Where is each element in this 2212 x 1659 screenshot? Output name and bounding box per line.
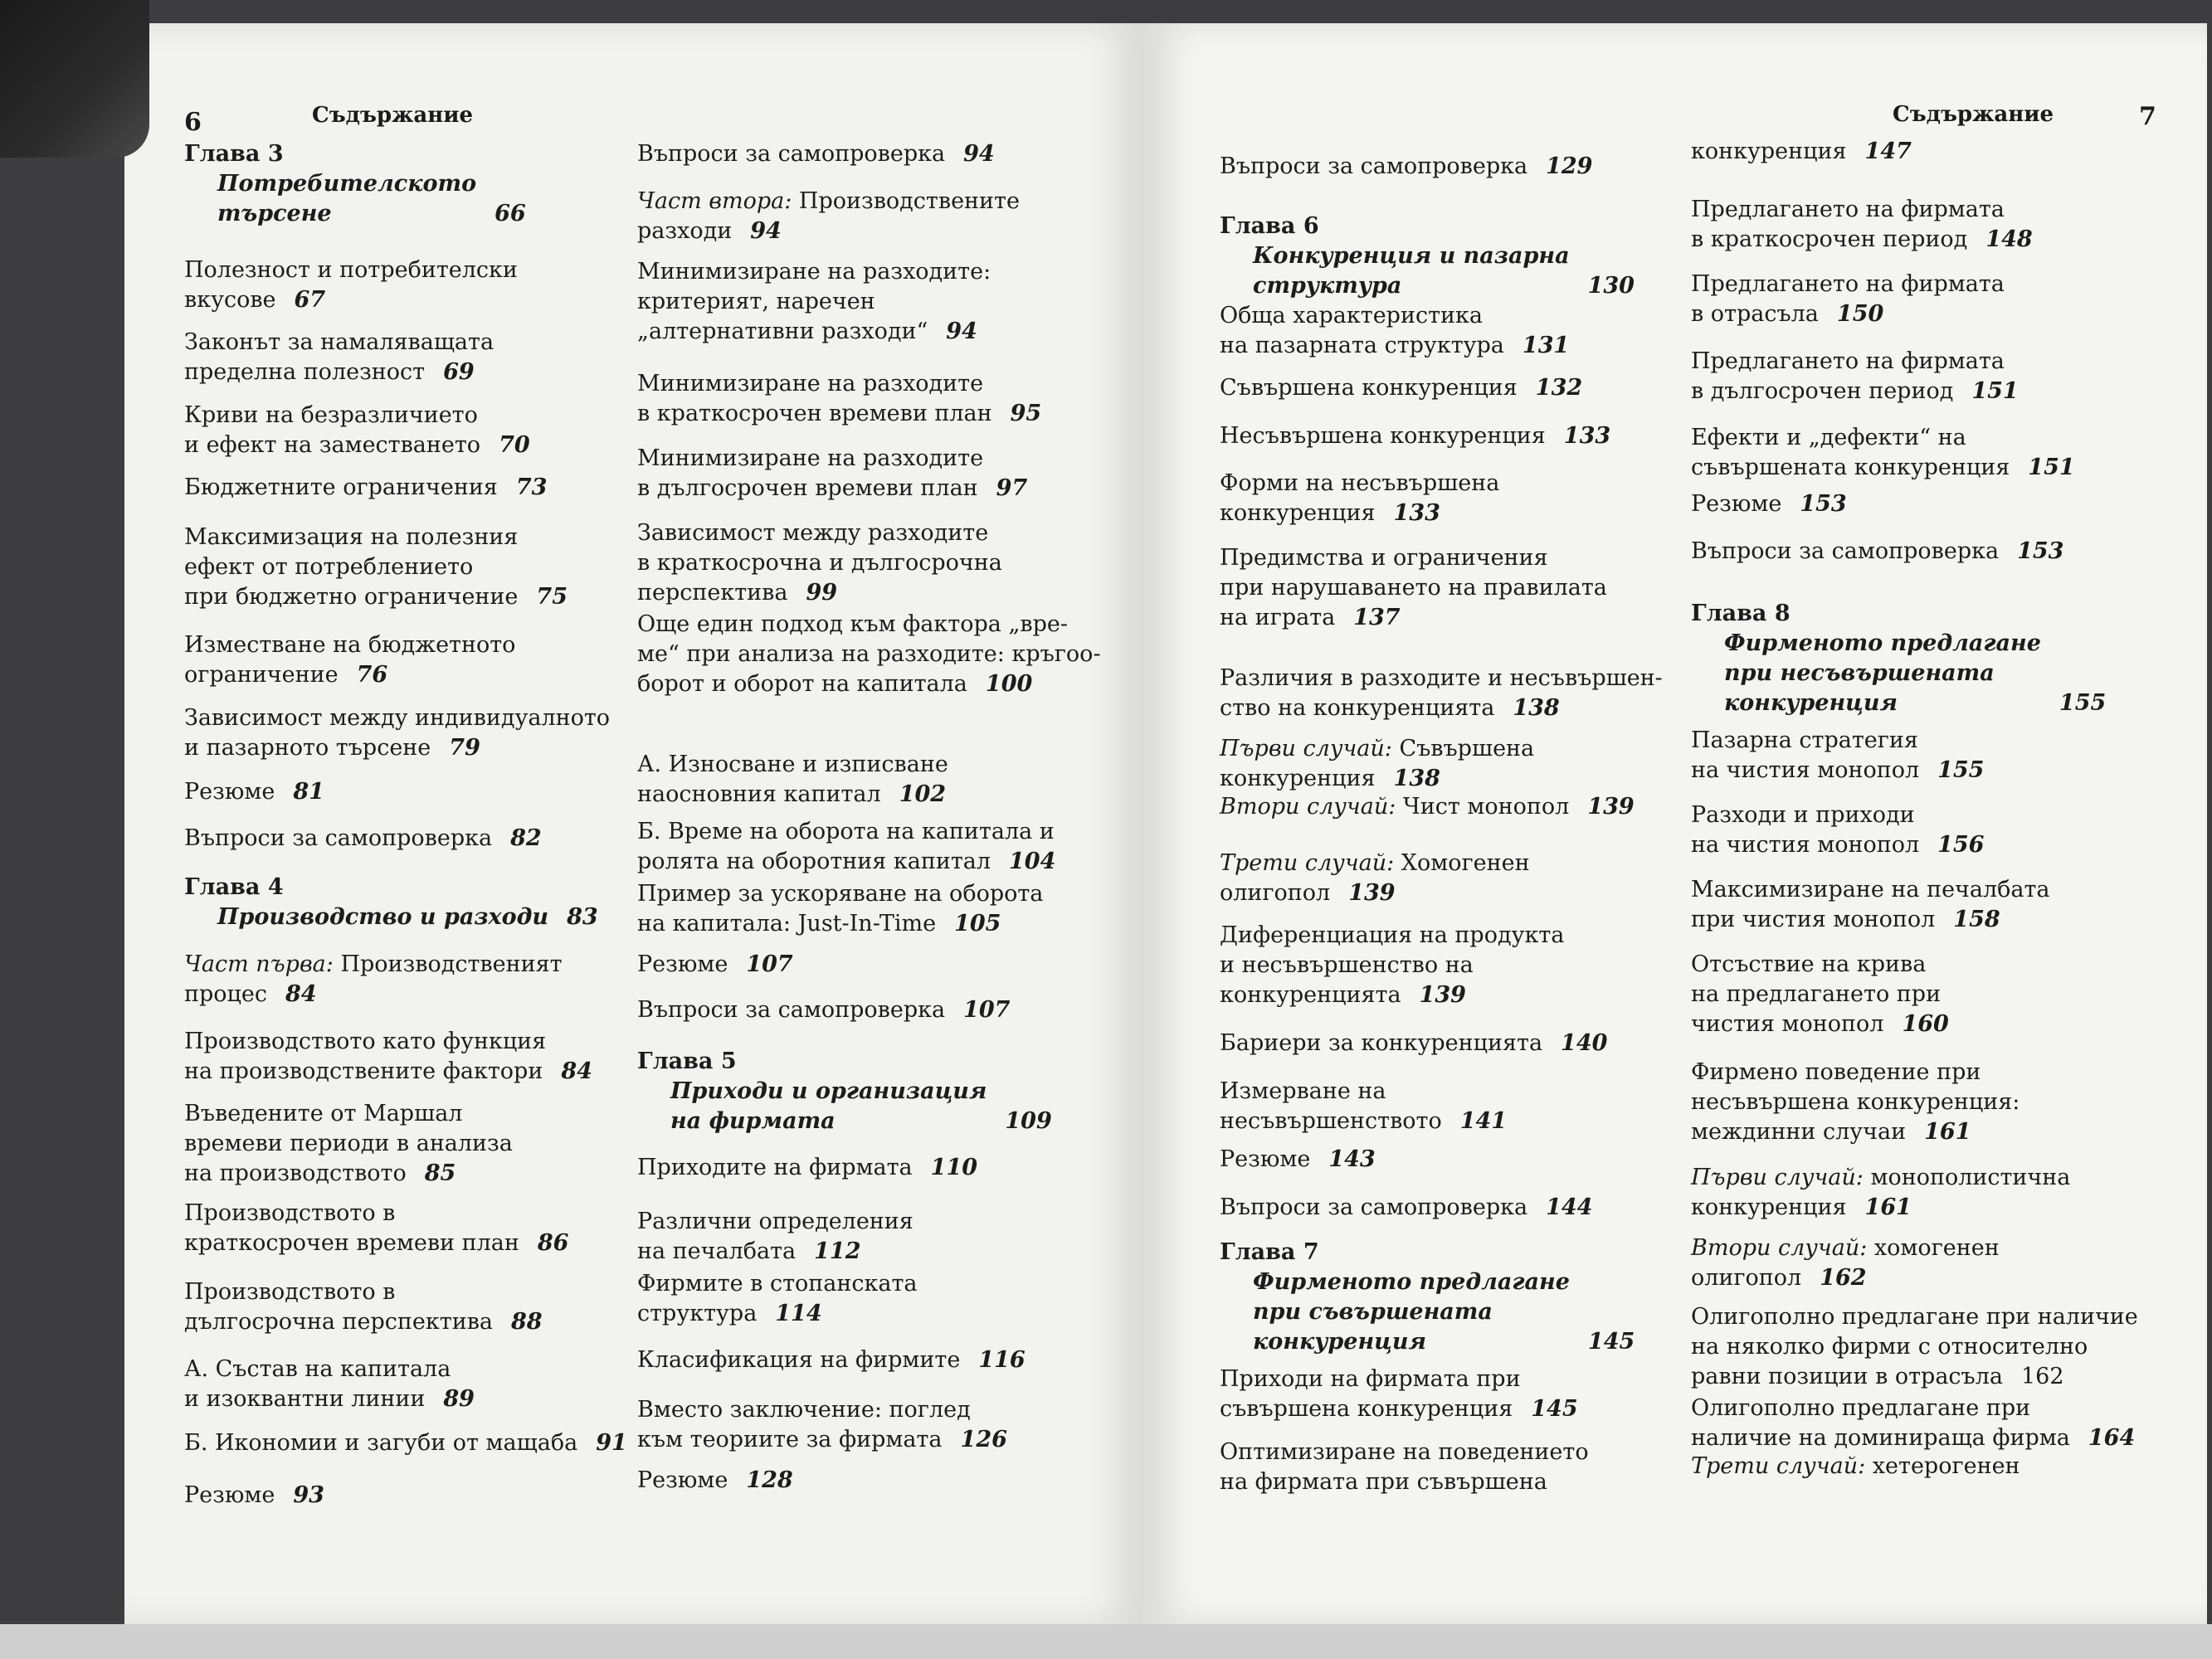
page-ref: 133 (1563, 423, 1611, 449)
page-ref: 161 (1924, 1119, 1971, 1145)
chapter-title: Фирменото предлагане при несъвършената конкуренция (1724, 630, 2041, 716)
page-ref: 76 (356, 662, 388, 688)
toc-entry (1691, 537, 2189, 567)
toc-part (1220, 849, 1684, 908)
chapter-number: Глава 6 (1220, 213, 1319, 239)
entry-title: Зависимост между индивидуалното и пазарното търсене (184, 705, 611, 761)
toc-part (1691, 1452, 2189, 1481)
entry-title: Производството в дългосрочна перспектива (184, 1279, 494, 1335)
page-ref: 151 (1971, 378, 2019, 404)
toc-entry (1691, 800, 2189, 860)
part-label: Трети случай: (1220, 850, 1395, 876)
toc-entry (1220, 921, 1684, 1010)
toc-entry (1220, 1145, 1684, 1175)
toc-entry (184, 1355, 649, 1414)
toc-entry (184, 777, 649, 807)
page-ref: 158 (1953, 907, 2000, 932)
toc-entry (1691, 1394, 2189, 1453)
page-ref: 156 (1937, 832, 1985, 858)
entry-title: конкуренция (1691, 139, 1847, 164)
entry-title: Въведените от Маршал времеви периоди в анализа на производството (184, 1101, 513, 1186)
page-ref: 132 (1535, 375, 1583, 401)
page-ref: 102 (899, 781, 947, 807)
page-ref: 73 (515, 474, 548, 500)
toc-part (637, 187, 1118, 246)
page-ref: 107 (746, 951, 793, 977)
toc-entry (1220, 1193, 1684, 1223)
entry-title: Вместо заключение: поглед към теориите за фирмата (637, 1397, 971, 1452)
page-ref: 110 (930, 1155, 978, 1180)
part-label: Част първа: (184, 951, 334, 977)
page-ref: 88 (511, 1309, 543, 1335)
page-ref: 100 (985, 671, 1033, 697)
page-ref: 153 (1800, 491, 1847, 517)
entry-title: Въпроси за самопроверка (637, 141, 946, 167)
entry-title: Производственият процес (184, 951, 563, 1007)
page-ref: 145 (1587, 1329, 1635, 1355)
toc-entry (637, 879, 1118, 939)
entry-title: Оптимизиране на поведението на фирмата при съвършена (1220, 1439, 1589, 1495)
page-ref: 130 (1587, 273, 1635, 299)
toc-entry (1691, 423, 2189, 483)
entry-title: Полезност и потребителски вкусове (184, 257, 518, 313)
toc-part (1691, 1233, 2189, 1293)
entry-title: Минимизиране на разходите в дългосрочен времеви план (637, 445, 984, 501)
entry-title: хетерогенен (1872, 1453, 2020, 1479)
running-head-right: Съдържание (1893, 102, 2054, 127)
entry-title: Приходи на фирмата при съвършена конкуренция (1220, 1366, 1521, 1422)
running-head-left: Съдържание (312, 103, 474, 128)
toc-entry (184, 328, 649, 387)
entry-title: Диференциация на продукта и несъвършенство на конкуренцията (1220, 922, 1565, 1008)
page-ref: 82 (510, 825, 542, 851)
entry-title: Ефекти и „дефекти“ на съвършената конкуренция (1691, 425, 2010, 480)
toc-entry (184, 1481, 649, 1511)
entry-title: А. Състав на капитала и изоквантни линии (184, 1356, 451, 1412)
entry-title: Форми на несъвършена конкуренция (1220, 470, 1500, 526)
page-ref: 151 (2028, 455, 2075, 480)
page-ref: 143 (1328, 1146, 1376, 1172)
toc-entry (1220, 1077, 1684, 1136)
part-label: Част втора: (637, 188, 792, 214)
entry-title: Обща характеристика на пазарната структура (1220, 303, 1504, 358)
toc-entry (184, 473, 649, 503)
toc-entry (637, 1466, 1118, 1496)
page-ref: 79 (449, 735, 480, 761)
toc-entry (184, 401, 649, 460)
page-ref: 104 (1009, 849, 1056, 874)
toc-entry (1691, 270, 2189, 329)
toc-entry (1691, 1302, 2189, 1392)
page-ref: 84 (285, 981, 317, 1007)
entry-title: Въпроси за самопроверка (1220, 1194, 1528, 1220)
toc-entry (637, 139, 1118, 169)
entry-title: Производството като функция на производствените фактори (184, 1029, 547, 1084)
part-label: Втори случай: (1691, 1235, 1868, 1261)
page-ref: 126 (960, 1427, 1007, 1452)
toc-entry (1220, 421, 1684, 451)
page-ref: 144 (1546, 1194, 1593, 1220)
entry-title: Измерване на несъвършенството (1220, 1078, 1442, 1134)
toc-entry (184, 1199, 649, 1258)
part-label: Трети случай: (1691, 1453, 1866, 1479)
entry-title: хомогенен олигопол (1691, 1235, 2000, 1291)
entry-title: Производствените разходи (637, 188, 1020, 244)
toc-entry (184, 630, 649, 690)
toc-chapter (1220, 212, 1684, 301)
chapter-title: Конкуренция и пазарна структура (1253, 243, 1570, 299)
toc-entry (637, 369, 1118, 429)
toc-entry (1220, 543, 1684, 633)
toc-entry (637, 1207, 1118, 1267)
toc-entry (1220, 664, 1684, 723)
page-ref: 67 (294, 287, 326, 313)
toc-entry (1691, 726, 2189, 786)
toc-entry (637, 1395, 1118, 1455)
entry-title: монополистична конкуренция (1691, 1165, 2071, 1220)
part-label: Първи случай: (1220, 736, 1392, 761)
toc-entry (184, 1277, 649, 1337)
page-ref: 160 (1902, 1011, 1949, 1037)
entry-title: Предлагането на фирмата в отрасъла (1691, 271, 2005, 327)
toc-entry (1220, 373, 1684, 403)
entry-title: Б. Икономии и загуби от мащаба (184, 1430, 578, 1456)
toc-entry (184, 1099, 649, 1189)
chapter-number: Глава 8 (1691, 601, 1791, 626)
toc-column-left-2 (637, 23, 1118, 1599)
entry-title: Олигополно предлагане при наличие на доминираща фирма (1691, 1395, 2070, 1451)
toc-entry (637, 1153, 1118, 1183)
page-ref: 94 (946, 319, 977, 344)
page-ref: 155 (1937, 757, 1985, 783)
toc-entry (637, 817, 1118, 877)
toc-entry (184, 1027, 649, 1087)
toc-entry (1220, 301, 1684, 361)
page-ref: 86 (537, 1230, 569, 1256)
toc-column-right-2 (1691, 23, 2189, 1599)
page-ref: 162 (2020, 1364, 2064, 1389)
toc-chapter (184, 873, 649, 932)
right-page (1143, 23, 2207, 1624)
entry-title: Съвършена конкуренция (1220, 736, 1535, 791)
chapter-title: Приходи и организация на фирмата (670, 1078, 987, 1134)
toc-entry (184, 1428, 649, 1458)
entry-title: Фирмено поведение при несъвършена конкуренция: междинни случаи (1691, 1059, 2020, 1145)
page-ref: 97 (996, 475, 1028, 501)
chapter-number: Глава 3 (184, 141, 284, 167)
toc-entry (184, 523, 649, 612)
entry-title: Резюме (184, 1482, 275, 1508)
toc-entry (1691, 875, 2189, 935)
page-ref: 70 (499, 432, 530, 458)
entry-title: Различия в разходите и несъвършен- ство на конкуренцията (1220, 665, 1663, 721)
page-ref: 114 (775, 1301, 822, 1326)
page-ref: 128 (746, 1467, 793, 1493)
page-ref: 83 (567, 904, 598, 930)
entry-title: Хомогенен олигопол (1220, 850, 1530, 906)
page-ref: 153 (2017, 538, 2064, 564)
entry-title: Пазарна стратегия на чистия монопол (1691, 727, 1920, 783)
entry-title: Изместване на бюджетното ограничение (184, 632, 516, 688)
entry-title: Предлагането на фирмата в краткосрочен период (1691, 197, 2005, 252)
table-surface (0, 1624, 2212, 1659)
page-ref: 148 (1985, 226, 2033, 252)
entry-title: Резюме (1220, 1146, 1311, 1172)
entry-title: Съвършена конкуренция (1220, 375, 1518, 401)
entry-title: Въпроси за самопроверка (1691, 538, 2000, 564)
page-ref: 139 (1348, 880, 1396, 906)
page-ref: 150 (1836, 301, 1884, 327)
page-ref: 131 (1522, 333, 1570, 358)
toc-part (184, 950, 649, 1010)
page-ref: 141 (1459, 1108, 1508, 1134)
entry-title: Минимизиране на разходите в краткосрочен времеви план (637, 371, 992, 426)
entry-title: Различни определения на печалбата (637, 1209, 914, 1264)
entry-title: Приходите на фирмата (637, 1155, 913, 1180)
toc-chapter (184, 139, 649, 229)
entry-title: Резюме (184, 779, 275, 805)
entry-title: Класификация на фирмите (637, 1347, 961, 1373)
binder-clip (0, 0, 149, 158)
page-ref: 91 (596, 1430, 627, 1456)
entry-title: Зависимост между разходите в краткосрочна и дългосрочна перспектива (637, 520, 1002, 606)
page-ref: 81 (293, 779, 324, 805)
page-ref: 164 (2088, 1425, 2136, 1451)
entry-title: Олигополно предлагане при наличие на няколко фирми с относително равни позиции в отрасъла (1691, 1304, 2138, 1389)
page-number-left: 6 (184, 108, 202, 137)
page-ref: 139 (1587, 794, 1635, 820)
toc-part (1691, 1163, 2189, 1223)
toc-entry (1220, 469, 1684, 528)
page-ref: 109 (1005, 1108, 1052, 1134)
entry-title: Резюме (637, 951, 728, 977)
toc-column-right-1 (1220, 23, 1684, 1599)
entry-title: Резюме (1691, 491, 1782, 517)
page-ref: 138 (1393, 766, 1440, 791)
page-ref: 105 (954, 911, 1001, 937)
page-ref: 95 (1010, 401, 1042, 426)
toc-entry (1691, 195, 2189, 255)
page-ref: 93 (293, 1482, 324, 1508)
entry-title: Разходи и приходи на чистия монопол (1691, 802, 1920, 858)
page-ref: 147 (1864, 139, 1912, 164)
page-ref: 75 (536, 584, 568, 610)
entry-title: Пример за ускоряване на оборота на капитала: Just-In-Time (637, 881, 1044, 937)
toc-entry (184, 255, 649, 315)
toc-entry (637, 750, 1118, 810)
entry-title: Максимизиране на печалбата при чистия монопол (1691, 877, 2050, 932)
entry-title: Въпроси за самопроверка (637, 997, 946, 1023)
left-page (124, 23, 1143, 1624)
entry-title: Минимизиране на разходите: критерият, наречен „алтернативни разходи“ (637, 259, 992, 344)
toc-entry (1691, 137, 2189, 167)
entry-title: Максимизация на полезния ефект от потреблението при бюджетно ограничение (184, 524, 519, 610)
toc-entry (637, 1269, 1118, 1329)
entry-title: Несъвършена конкуренция (1220, 423, 1546, 449)
page-ref: 66 (495, 201, 526, 226)
entry-title: Фирмите в стопанската структура (637, 1271, 918, 1326)
toc-entry (1220, 1029, 1684, 1058)
page-ref: 94 (750, 218, 782, 244)
entry-title: Предимства и ограничения при нарушаването на правилата на играта (1220, 545, 1607, 630)
page-ref: 69 (443, 359, 475, 385)
entry-title: Чист монопол (1402, 794, 1570, 820)
chapter-title: Производство и разходи (217, 904, 549, 930)
page-ref: 140 (1561, 1030, 1608, 1056)
toc-entry (1220, 1365, 1684, 1424)
toc-entry (637, 257, 1118, 347)
entry-title: Въпроси за самопроверка (184, 825, 493, 851)
toc-entry (184, 824, 649, 854)
toc-entry (637, 444, 1118, 504)
entry-title: Бюджетните ограничения (184, 474, 498, 500)
toc-entry (1220, 152, 1684, 182)
page-ref: 155 (2059, 690, 2107, 716)
toc-entry (637, 1345, 1118, 1375)
page-ref: 138 (1513, 695, 1560, 721)
entry-title: Въпроси за самопроверка (1220, 153, 1528, 179)
page-ref: 129 (1546, 153, 1593, 179)
entry-title: А. Износване и изписване наосновния капитал (637, 752, 948, 807)
entry-title: Още един подход към фактора „вре- ме“ при анализа на разходите: кръгоо- борот и оборот на капитала (637, 611, 1101, 697)
toc-entry (1691, 1058, 2189, 1147)
page-ref: 133 (1393, 500, 1440, 526)
entry-title: Бариери за конкуренцията (1220, 1030, 1543, 1056)
page-number-right: 7 (2139, 102, 2156, 131)
entry-title: Отсъствие на крива на предлагането при чистия монопол (1691, 951, 1942, 1037)
toc-entry (637, 950, 1118, 980)
chapter-number: Глава 4 (184, 874, 284, 900)
part-label: Първи случай: (1691, 1165, 1864, 1190)
toc-entry (637, 995, 1118, 1025)
part-label: Втори случай: (1220, 794, 1396, 820)
chapter-number: Глава 5 (637, 1048, 737, 1074)
page-ref: 99 (806, 580, 838, 606)
entry-title: Законът за намаляващата пределна полезност (184, 329, 495, 385)
toc-entry (637, 518, 1118, 608)
page-ref: 137 (1353, 605, 1401, 630)
toc-entry (1220, 1438, 1684, 1497)
page-ref: 107 (963, 997, 1011, 1023)
chapter-title: Потребителското търсене (217, 171, 477, 226)
entry-title: Резюме (637, 1467, 728, 1493)
page-ref: 116 (978, 1347, 1026, 1373)
toc-part (1220, 792, 1684, 822)
toc-column-left-1 (184, 23, 649, 1599)
toc-chapter (1220, 1238, 1684, 1357)
page-ref: 112 (814, 1238, 861, 1264)
entry-title: Б. Време на оборота на капитала и ролята на оборотния капитал (637, 819, 1055, 874)
toc-chapter (637, 1047, 1118, 1136)
toc-entry (1691, 347, 2189, 406)
page-ref: 162 (1820, 1265, 1867, 1291)
chapter-number: Глава 7 (1220, 1239, 1319, 1265)
toc-part (1220, 734, 1684, 794)
page-ref: 89 (443, 1386, 475, 1412)
toc-entry (1691, 950, 2189, 1039)
page-ref: 84 (561, 1058, 592, 1084)
chapter-title: Фирменото предлагане при съвършената конкуренция (1253, 1269, 1570, 1355)
entry-title: Криви на безразличието и ефект на заместването (184, 402, 481, 458)
page-ref: 145 (1531, 1396, 1578, 1422)
toc-chapter (1691, 599, 2189, 718)
toc-entry (1691, 489, 2189, 519)
entry-title: Производството в краткосрочен времеви план (184, 1200, 519, 1256)
page-ref: 161 (1864, 1194, 1912, 1220)
toc-entry (184, 703, 649, 763)
page-ref: 139 (1419, 982, 1466, 1008)
page-ref: 94 (963, 141, 995, 167)
entry-title: Предлагането на фирмата в дългосрочен период (1691, 348, 2005, 404)
toc-entry (637, 610, 1118, 699)
page-ref: 85 (424, 1160, 456, 1186)
